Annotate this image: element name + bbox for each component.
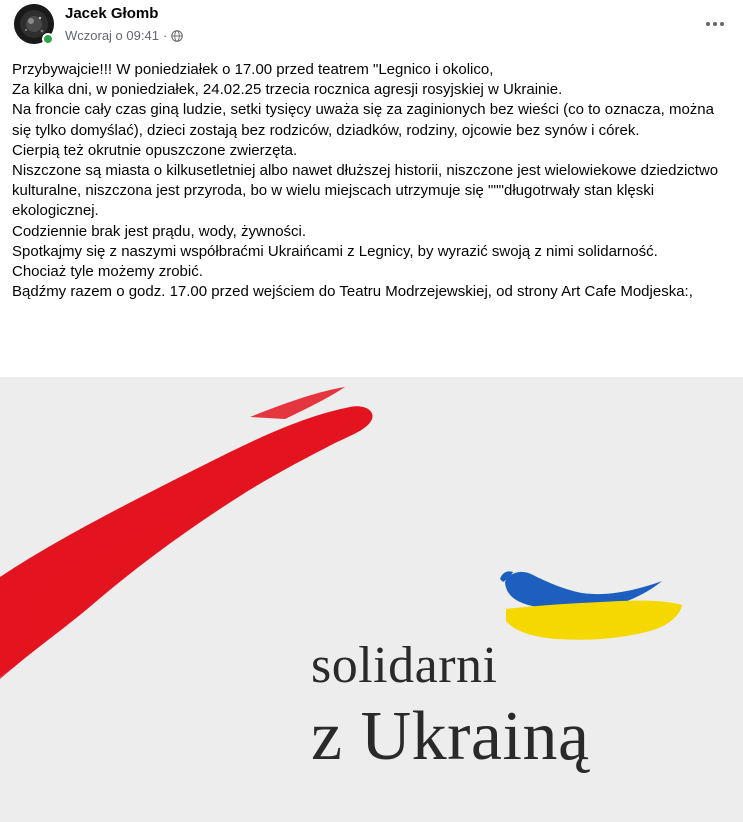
meta-separator: · xyxy=(162,28,168,43)
post-text xyxy=(12,60,734,302)
post-text-line: Bądźmy razem o godz. 17.00 przed wejściem do Teatru Modrzejewskiej, od strony Art Cafe Modjeska:, xyxy=(12,283,693,301)
online-status-dot xyxy=(42,33,54,45)
post-text-line: Niszczone są miasta o kilkusetletniej albo nawet dłuższej historii, niszczone jest wielowiekowe dziedzictwo kulturalne, niszczona jest przyroda, bo w wielu miejscach utrzymuje się """długotrwały stan klęski ekologicznej. xyxy=(12,162,719,220)
post-text-line: Na froncie cały czas giną ludzie, setki tysięcy uważa się za zaginionych bez wieści (co to oznacza, można się tylko domyślać), dzieci zostają bez rodziców, dziadków, rodziny, ojcowie bez synów i córek. xyxy=(12,101,714,139)
image-headline-z-ukraina: z Ukrainą xyxy=(311,698,590,775)
author-name[interactable]: Jacek Głomb xyxy=(65,5,159,22)
post-text-line: Przybywajcie!!! W poniedziałek o 17.00 przed teatrem "Legnico i okolico, xyxy=(12,61,494,78)
post-text-line: Za kilka dni, w poniedziałek, 24.02.25 trzecia rocznica agresji rosyjskiej w Ukrainie. xyxy=(12,81,563,99)
post-text-line: Spotkajmy się z naszymi współbraćmi Ukraińcami z Legnicy, by wyrazić swoją z nimi solidarność. xyxy=(12,242,658,260)
globe-icon[interactable] xyxy=(171,30,183,42)
post-timestamp[interactable]: Wczoraj o 09:41 xyxy=(65,28,159,43)
image-headline-solidarni: solidarni xyxy=(311,637,498,694)
more-horizontal-icon xyxy=(705,21,725,27)
more-options-button[interactable] xyxy=(699,8,731,40)
post-header xyxy=(0,0,743,52)
post-text-line: Codziennie brak jest prądu, wody, żywności. xyxy=(12,222,307,240)
post-text-line: Chociaż tyle możemy zrobić. xyxy=(12,263,203,281)
post-text-line: Cierpią też okrutnie opuszczone zwierzęta. xyxy=(12,141,298,159)
post-meta xyxy=(65,28,183,43)
